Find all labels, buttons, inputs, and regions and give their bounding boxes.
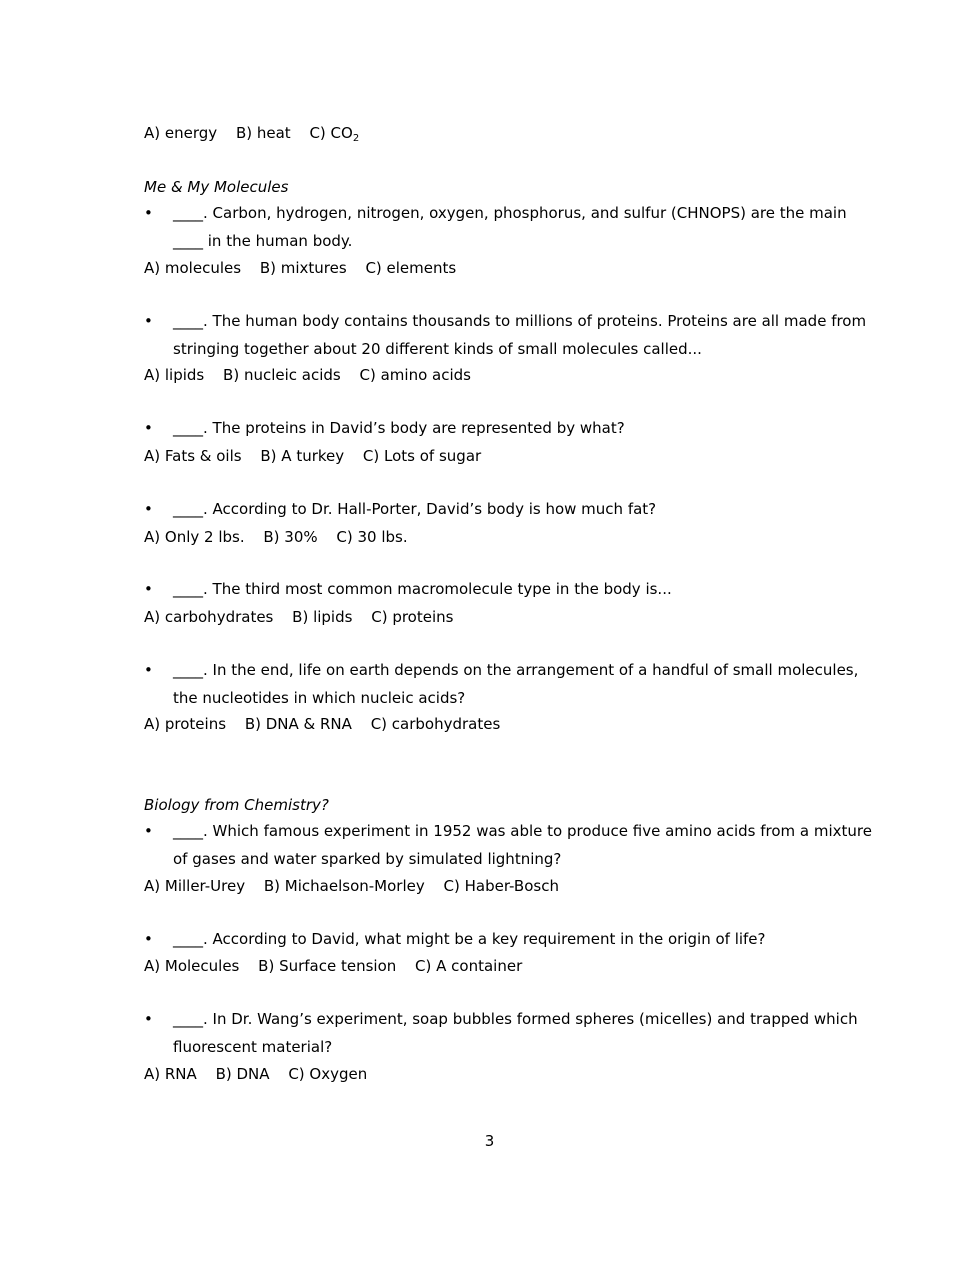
question-text: of gases and water sparked by simulated lightning? xyxy=(173,850,562,868)
question-text: ____. In the end, life on earth depends on the arrangement of a handful of small molecules, xyxy=(173,661,859,679)
answer-line xyxy=(144,527,408,547)
answer-option: B) Michaelson-Morley xyxy=(263,877,425,895)
bullet-marker: • xyxy=(144,822,153,840)
question-text: ____. The human body contains thousands to millions of proteins. Proteins are all made from xyxy=(173,312,867,330)
answer-option: B) A turkey xyxy=(260,447,345,465)
answer-option: A) RNA xyxy=(144,1065,197,1083)
question-text: ____. Which famous experiment in 1952 was able to produce five amino acids from a mixture xyxy=(173,822,872,840)
answer-option: B) heat xyxy=(235,124,291,142)
answer-line xyxy=(144,446,481,466)
answer-option: C) amino acids xyxy=(359,366,471,384)
bullet-marker: • xyxy=(144,580,153,598)
answer-line xyxy=(144,714,500,734)
bullet-marker: • xyxy=(144,661,153,679)
bullet-marker: • xyxy=(144,419,153,437)
answer-option: C) 30 lbs. xyxy=(336,528,408,546)
answer-option: B) lipids xyxy=(292,608,353,626)
question-text: ____. According to David, what might be a key requirement in the origin of life? xyxy=(173,930,766,948)
intro-answer-line xyxy=(144,123,359,143)
answer-line xyxy=(144,876,559,896)
answer-option: B) nucleic acids xyxy=(223,366,341,384)
answer-line xyxy=(144,365,471,385)
answer-option: C) Oxygen xyxy=(288,1065,368,1083)
answer-option: A) energy xyxy=(144,124,218,142)
question-text: the nucleotides in which nucleic acids? xyxy=(173,689,466,707)
answer-option: B) 30% xyxy=(263,528,318,546)
question-text: ____. According to Dr. Hall-Porter, David’s body is how much fat? xyxy=(173,500,657,518)
answer-option: C) Haber-Bosch xyxy=(443,877,559,895)
answer-line xyxy=(144,607,453,627)
section-heading: Biology from Chemistry? xyxy=(144,796,329,814)
answer-option: A) Only 2 lbs. xyxy=(144,528,245,546)
bullet-marker: • xyxy=(144,930,153,948)
answer-option: C) elements xyxy=(365,259,457,277)
answer-option: C) carbohydrates xyxy=(370,715,501,733)
answer-option: A) molecules xyxy=(144,259,242,277)
answer-option: A) proteins xyxy=(144,715,227,733)
question-text: ____. In Dr. Wang’s experiment, soap bubbles formed spheres (micelles) and trapped which xyxy=(173,1010,858,1028)
answer-line xyxy=(144,258,456,278)
question-text: fluorescent material? xyxy=(173,1038,333,1056)
answer-option: C) Lots of sugar xyxy=(362,447,482,465)
bullet-marker: • xyxy=(144,500,153,518)
bullet-marker: • xyxy=(144,204,153,222)
answer-line xyxy=(144,956,522,976)
bullet-marker: • xyxy=(144,1010,153,1028)
answer-option: A) Fats & oils xyxy=(144,447,242,465)
section-heading: Me & My Molecules xyxy=(144,178,289,196)
question-text: ____. Carbon, hydrogen, nitrogen, oxygen, phosphorus, and sulfur (CHNOPS) are the main xyxy=(173,204,847,222)
answer-option: A) Molecules xyxy=(144,957,240,975)
answer-option: B) DNA xyxy=(215,1065,270,1083)
answer-option: B) Surface tension xyxy=(258,957,397,975)
question-text: ____. The proteins in David’s body are represented by what? xyxy=(173,419,625,437)
answer-option: C) A container xyxy=(415,957,523,975)
bullet-marker: • xyxy=(144,312,153,330)
question-text: ____. The third most common macromolecule type in the body is... xyxy=(173,580,672,598)
answer-option: B) DNA & RNA xyxy=(244,715,352,733)
question-text: stringing together about 20 different kinds of small molecules called... xyxy=(173,340,702,358)
answer-option: C) $CO_2$ xyxy=(309,124,360,144)
answer-option: A) Miller-Urey xyxy=(144,877,246,895)
answer-line xyxy=(144,1064,367,1084)
answer-option: A) lipids xyxy=(144,366,205,384)
answer-option: C) proteins xyxy=(371,608,454,626)
page-number: 3 xyxy=(484,1132,495,1150)
answer-option: B) mixtures xyxy=(259,259,347,277)
question-text: ____ in the human body. xyxy=(173,232,353,250)
answer-option: A) carbohydrates xyxy=(144,608,274,626)
